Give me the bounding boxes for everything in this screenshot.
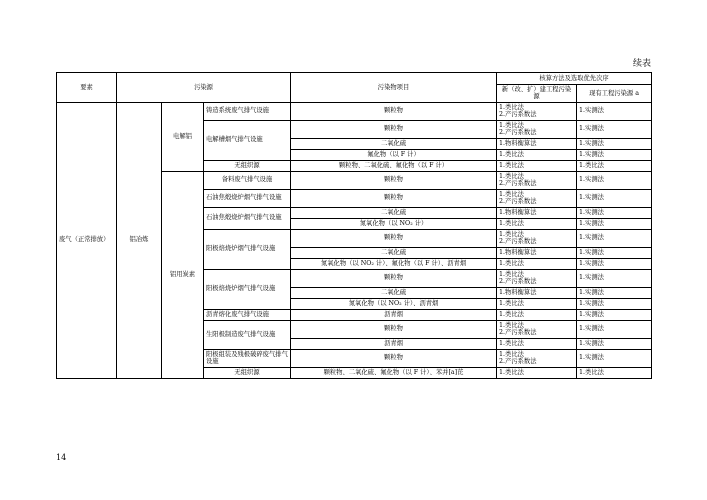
- new-method-cell: 1.类比法: [497, 298, 577, 309]
- new-method-cell: 1.类比法: [497, 149, 577, 160]
- pollutant-cell: 颗粒物: [291, 349, 497, 367]
- pollutant-cell: 颗粒物: [291, 171, 497, 189]
- group-carbon-label: 铝用炭素: [169, 270, 196, 278]
- pollutant-cell: 氮氧化物（以 NO₂ 计）、氟化物（以 F 计）、沥青烟: [291, 258, 497, 269]
- new-method-cell: 1.类比法 2.产污系数法: [497, 229, 577, 247]
- existing-method-cell: 1.实测法: [577, 309, 652, 320]
- new-method-cell: 1.类比法: [497, 367, 577, 378]
- pollutant-cell: 二氧化硫: [291, 138, 497, 149]
- new-method-cell: 1.物料衡算法: [497, 207, 577, 218]
- existing-method-cell: 1.实测法: [577, 320, 652, 338]
- pollutant-cell: 氟化物（以 F 计）: [291, 149, 497, 160]
- pollutant-cell: 颗粒物、二氧化硫、氟化物（以 F 计）、苯并[a]芘: [291, 367, 497, 378]
- new-method-cell: 1.类比法 2.产污系数法: [497, 120, 577, 138]
- process-value: 铝冶炼: [129, 236, 149, 244]
- existing-method-cell: 1.实测法: [577, 149, 652, 160]
- existing-method-cell: 1.实测法: [577, 120, 652, 138]
- header-row: [57, 73, 652, 85]
- source-cell: 无组织源: [204, 160, 291, 171]
- pollutant-cell: 颗粒物: [291, 320, 497, 338]
- existing-method-cell: 1.实测法: [577, 171, 652, 189]
- element-cell: [57, 102, 117, 378]
- group-cell-electrolytic: [162, 102, 204, 171]
- existing-method-cell: 1.实测法: [577, 229, 652, 247]
- existing-method-cell: 1.实测法: [577, 269, 652, 287]
- new-method-cell: 1.类比法: [497, 218, 577, 229]
- header-method-group: 核算方法及选取优先次序: [497, 73, 652, 85]
- header-pollution-source: 污染源: [117, 73, 291, 103]
- existing-method-cell: 1.实测法: [577, 349, 652, 367]
- pollutant-cell: 沥青烟: [291, 309, 497, 320]
- source-cell: 阳极组装及残极破碎废气排气设施: [204, 349, 291, 367]
- group-cell-carbon: [162, 171, 204, 378]
- page-number: 14: [56, 453, 67, 462]
- source-cell: 生阳极制造废气排气设施: [204, 320, 291, 349]
- group-electrolytic-label: 电解铝: [173, 132, 192, 140]
- existing-method-cell: 1.实测法: [577, 138, 652, 149]
- new-method-cell: 1.类比法: [497, 258, 577, 269]
- new-method-cell: 1.类比法: [497, 309, 577, 320]
- pollutant-cell: 沥青烟: [291, 338, 497, 349]
- source-cell: 阳极焙烧炉烟气排气设施: [204, 229, 291, 269]
- existing-method-cell: 1.实测法: [577, 207, 652, 218]
- existing-method-cell: 1.实测法: [577, 102, 652, 120]
- new-method-cell: 1.类比法: [497, 338, 577, 349]
- pollutant-cell: 颗粒物: [291, 189, 497, 207]
- existing-method-cell: 1.实测法: [577, 338, 652, 349]
- existing-method-cell: 1.类比法: [577, 160, 652, 171]
- header-existing-project: 现有工程污染源 a: [577, 85, 652, 103]
- header-pollutant-item: 污染物项目: [291, 73, 497, 103]
- existing-method-cell: 1.类比法: [577, 367, 652, 378]
- table-row: [57, 102, 652, 120]
- pollutant-cell: 颗粒物: [291, 120, 497, 138]
- pollutant-cell: 氮氧化物（以 NO₂ 计）、沥青烟: [291, 298, 497, 309]
- source-cell: 电解槽烟气排气设施: [204, 120, 291, 160]
- pollutant-cell: 颗粒物、二氧化硫、氟化物（以 F 计）: [291, 160, 497, 171]
- existing-method-cell: 1.实测法: [577, 298, 652, 309]
- source-cell: 无组织源: [204, 367, 291, 378]
- new-method-cell: 1.类比法 2.产污系数法: [497, 320, 577, 338]
- source-cell: 铸造系统废气排气设施: [204, 102, 291, 120]
- continued-label: 续表: [632, 59, 651, 69]
- source-cell: 沥青熔化废气排气设施: [204, 309, 291, 320]
- existing-method-cell: 1.实测法: [577, 189, 652, 207]
- new-method-cell: 1.类比法 2.产污系数法: [497, 269, 577, 287]
- pollutant-cell: 二氧化硫: [291, 287, 497, 298]
- existing-method-cell: 1.实测法: [577, 287, 652, 298]
- new-method-cell: 1.物料衡算法: [497, 287, 577, 298]
- pollutant-cell: 颗粒物: [291, 269, 497, 287]
- existing-method-cell: 1.实测法: [577, 218, 652, 229]
- source-cell: 备料废气排气设施: [204, 171, 291, 189]
- pollutant-cell: 二氧化硫: [291, 207, 497, 218]
- new-method-cell: 1.类比法: [497, 160, 577, 171]
- new-method-cell: 1.类比法 2.产污系数法: [497, 171, 577, 189]
- pollutant-cell: 氮氧化物（以 NO₂ 计）: [291, 218, 497, 229]
- new-method-cell: 1.类比法 2.产污系数法: [497, 189, 577, 207]
- new-method-cell: 1.类比法 2.产污系数法: [497, 102, 577, 120]
- pollutant-cell: 二氧化硫: [291, 247, 497, 258]
- element-value: 废气（正常排放）: [59, 236, 110, 244]
- header-element: 要素: [57, 73, 117, 103]
- header-new-project: 新（改、扩）建工程污染源: [497, 85, 577, 103]
- new-method-cell: 1.类比法 2.产污系数法: [497, 349, 577, 367]
- pollutant-cell: 颗粒物: [291, 102, 497, 120]
- source-cell: 阳极焙烧炉烟气排气设施: [204, 269, 291, 309]
- existing-method-cell: 1.实测法: [577, 247, 652, 258]
- new-method-cell: 1.物料衡算法: [497, 247, 577, 258]
- process-cell: [117, 102, 162, 378]
- existing-method-cell: 1.实测法: [577, 258, 652, 269]
- source-cell: 石油焦煅烧炉烟气排气设施: [204, 189, 291, 207]
- pollution-method-table: [56, 72, 652, 379]
- pollutant-cell: 颗粒物: [291, 229, 497, 247]
- source-cell: 石油焦煅烧炉烟气排气设施: [204, 207, 291, 229]
- new-method-cell: 1.物料衡算法: [497, 138, 577, 149]
